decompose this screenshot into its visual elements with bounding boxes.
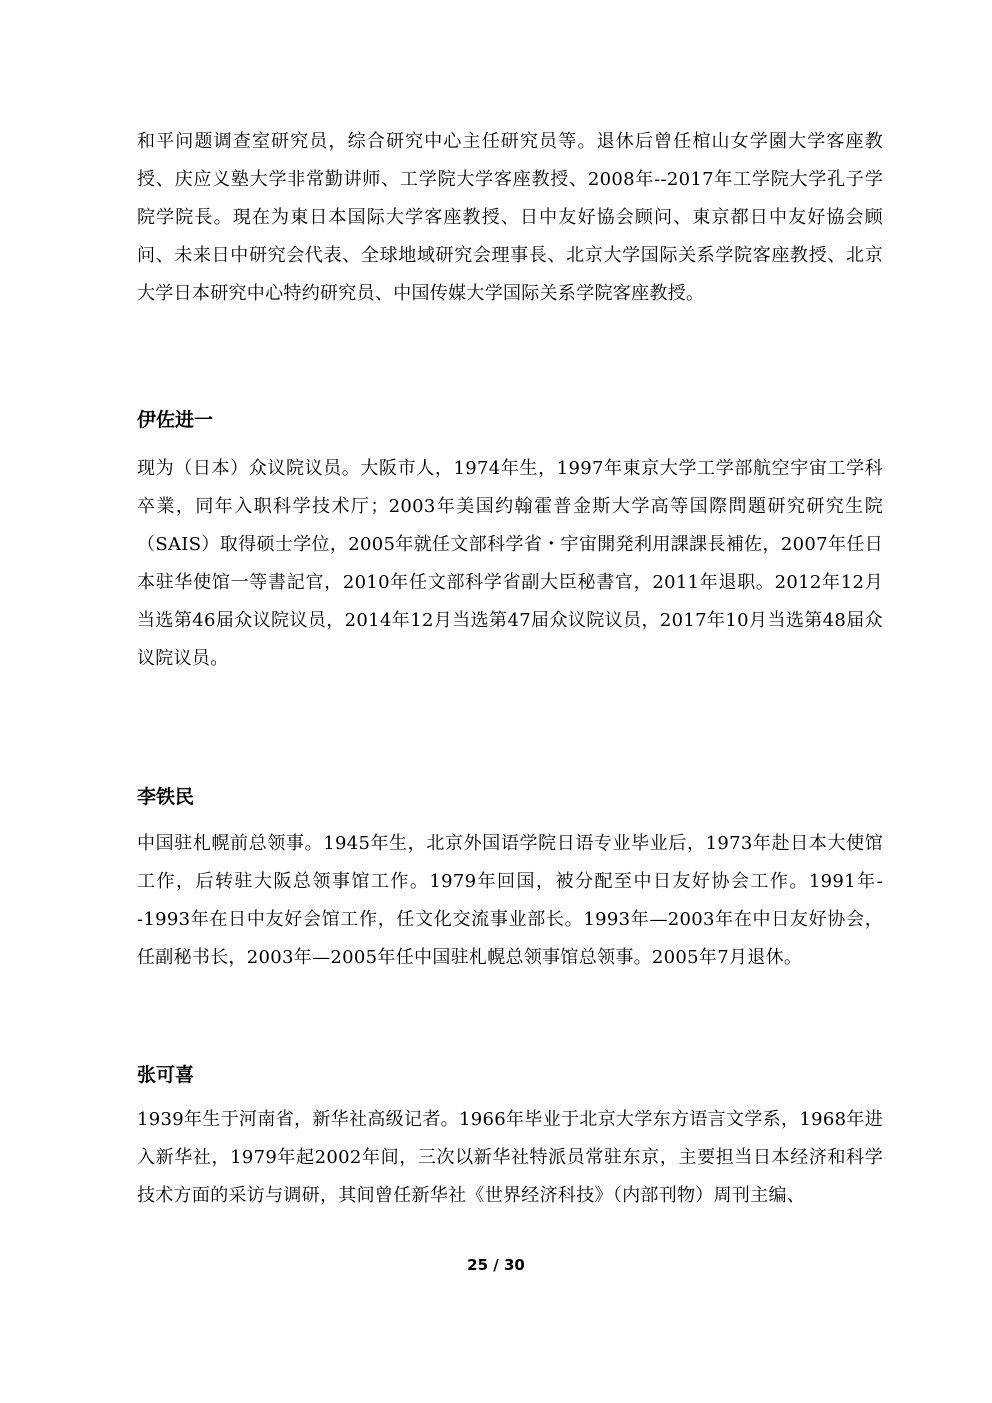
page-number: 25 / 30 [467,1256,525,1274]
person-bio-paragraph [137,825,883,977]
person-bio-paragraph [137,1101,883,1215]
person-bio-paragraph [137,450,883,678]
person-heading: 李铁民 [137,786,195,808]
continued-paragraph [137,123,883,313]
paragraph-text: 中国驻札幌前总领事。1945年生，北京外国语学院日语专业毕业后，1973年赴日本大使馆工作，后转驻大阪总领事馆工作。1979年回国，被分配至中日友好协会工作。1991年--1993年在日中友好会馆工作，任文化交流事业部长。1993年—2003年在中日友好协会，任副秘书长，2003年—2005年任中国驻札幌总领事馆总领事。2005年7月退休。 [137,833,883,968]
person-heading: 伊佐进一 [137,409,214,431]
person-heading: 张可喜 [137,1064,195,1086]
paragraph-text: 现为（日本）众议院议员。大阪市人，1974年生，1997年東京大学工学部航空宇宙工学科卒業，同年入职科学技术厅；2003年美国约翰霍普金斯大学高等国際問題研究研究生院（SAIS）取得硕士学位，2005年就任文部科学省・宇宙開発利用課課長補佐，2007年任日本驻华使馆一等書記官，2010年任文部科学省副大臣秘書官，2011年退职。2012年12月当选第46届众议院议员，2014年12月当选第47届众议院议员，2017年10月当选第48届众议院议员。 [137,458,883,669]
paragraph-text: 和平问题调查室研究员，综合研究中心主任研究员等。退休后曾任棺山女学園大学客座教授、庆应义塾大学非常勤讲师、工学院大学客座教授、2008年--2017年工学院大学孔子学院学院長。現在为東日本国际大学客座教授、日中友好協会顾问、東京都日中友好協会顾问、未来日中研究会代表、全球地域研究会理事長、北京大学国际关系学院客座教授、北京大学日本研究中心特约研究员、中国传媒大学国际关系学院客座教授。 [137,131,883,304]
paragraph-text: 1939年生于河南省，新华社高级记者。1966年毕业于北京大学东方语言文学系，1968年进入新华社，1979年起2002年间，三次以新华社特派员常驻东京，主要担当日本经济和科学技术方面的采访与调研，其间曾任新华社《世界经济科技》（内部刊物）周刊主编、 [137,1109,883,1206]
